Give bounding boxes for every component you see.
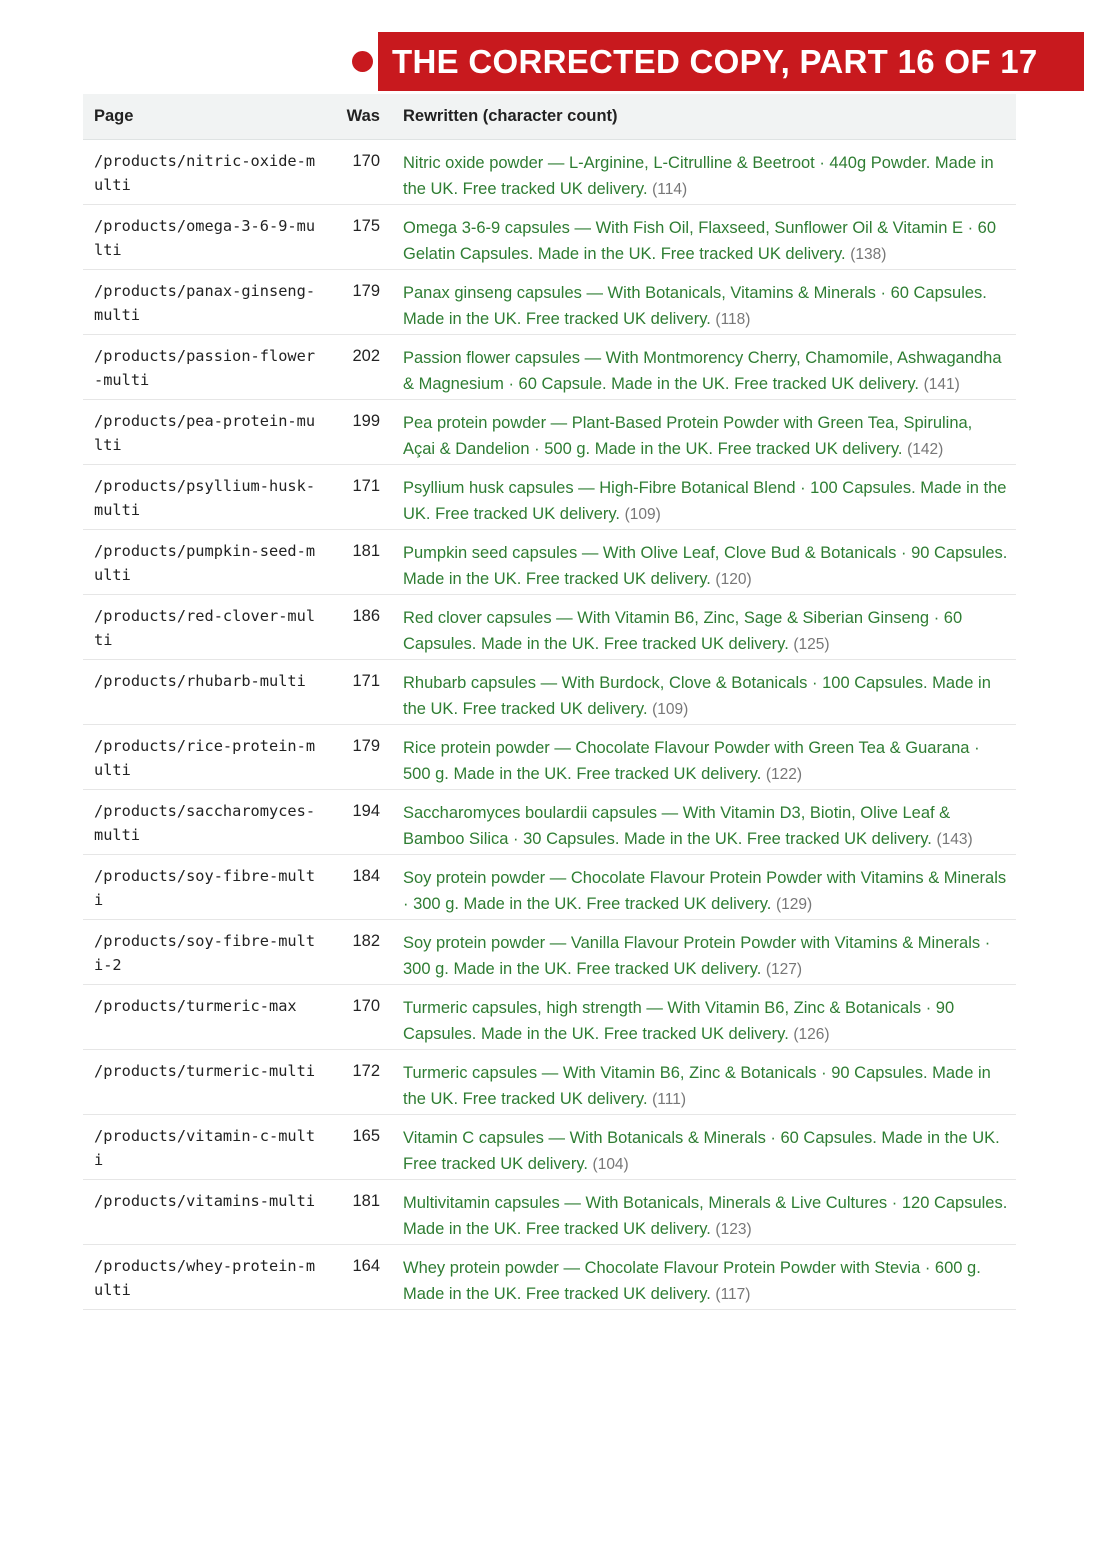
rewritten-text: Saccharomyces boulardii capsules — With Vitamin D3, Biotin, Olive Leaf & Bamboo Silica · 30 Capsules. Made in the UK. Free tracked UK delivery.: [403, 804, 951, 848]
rewritten-cell: [381, 1115, 1016, 1180]
table-row: [83, 1050, 1016, 1115]
table-row: [83, 985, 1016, 1050]
rewritten-text: Nitric oxide powder — L-Arginine, L-Citrulline & Beetroot · 440g Powder. Made in the UK. Free tracked UK delivery.: [403, 154, 994, 198]
table-row: [83, 205, 1016, 270]
character-count: (104): [592, 1156, 629, 1173]
page-path-cell: /products/red-clover-multi: [94, 607, 316, 649]
was-count-cell: 184: [352, 867, 380, 885]
was-count-cell: 175: [352, 217, 380, 235]
was-count-cell: 172: [352, 1062, 380, 1080]
was-count-cell: 165: [352, 1127, 380, 1145]
table-row: [83, 595, 1016, 660]
was-count-cell: 170: [352, 152, 380, 170]
rewritten-cell: [381, 920, 1016, 985]
rewritten-text: Pea protein powder — Plant-Based Protein Powder with Green Tea, Spirulina, Açai & Dandelion · 500 g. Made in the UK. Free tracked UK delivery.: [403, 414, 973, 458]
table-row: [83, 660, 1016, 725]
rewritten-cell: [381, 725, 1016, 790]
table-row: [83, 335, 1016, 400]
was-count-cell: 171: [352, 672, 380, 690]
rewritten-cell: [381, 465, 1016, 530]
was-count-cell: 202: [352, 347, 380, 365]
page-path-cell: /products/pumpkin-seed-multi: [94, 542, 316, 584]
page-path-cell: /products/whey-protein-multi: [94, 1257, 316, 1299]
character-count: (111): [652, 1091, 687, 1108]
rewritten-text: Rice protein powder — Chocolate Flavour Powder with Green Tea & Guarana · 500 g. Made in the UK. Free tracked UK delivery.: [403, 739, 980, 783]
was-count-cell: 171: [352, 477, 380, 495]
table-row: [83, 400, 1016, 465]
rewritten-text: Psyllium husk capsules — High-Fibre Botanical Blend · 100 Capsules. Made in the UK. Free tracked UK delivery.: [403, 479, 1007, 523]
rewritten-text: Soy protein powder — Chocolate Flavour Protein Powder with Vitamins & Minerals · 300 g. Made in the UK. Free tracked UK delivery.: [403, 869, 1007, 913]
character-count: (118): [715, 311, 751, 328]
page-path-cell: /products/soy-fibre-multi: [94, 867, 316, 909]
table-row: [83, 920, 1016, 985]
rewritten-text: Multivitamin capsules — With Botanicals, Minerals & Live Cultures · 120 Capsules. Made in the UK. Free tracked UK delivery.: [403, 1194, 1008, 1238]
rewritten-text: Vitamin C capsules — With Botanicals & Minerals · 60 Capsules. Made in the UK. Free tracked UK delivery.: [403, 1129, 1000, 1173]
page-path-cell: /products/vitamin-c-multi: [94, 1127, 316, 1169]
character-count: (120): [715, 571, 752, 588]
page-path-cell: /products/rice-protein-multi: [94, 737, 316, 779]
page-path-cell: /products/passion-flower-multi: [94, 347, 316, 389]
character-count: (109): [652, 701, 689, 718]
table-row: [83, 1245, 1016, 1310]
was-count-cell: 181: [352, 542, 380, 560]
character-count: (109): [624, 506, 661, 523]
rewritten-cell: [381, 1180, 1016, 1245]
page-path-cell: /products/nitric-oxide-multi: [94, 152, 316, 194]
rewritten-cell: [381, 790, 1016, 855]
page-path-cell: /products/panax-ginseng-multi: [94, 282, 316, 324]
page-path-cell: /products/omega-3-6-9-multi: [94, 217, 316, 259]
red-dot-icon: [352, 51, 373, 72]
rewritten-cell: [381, 1245, 1016, 1310]
rewritten-cell: [381, 660, 1016, 725]
table-row: [83, 465, 1016, 530]
character-count: (138): [850, 246, 887, 263]
was-count-cell: 164: [352, 1257, 380, 1275]
rewritten-text: Rhubarb capsules — With Burdock, Clove & Botanicals · 100 Capsules. Made in the UK. Free tracked UK delivery.: [403, 674, 991, 718]
was-count-cell: 170: [352, 997, 380, 1015]
column-header-rewritten: Rewritten (character count): [381, 94, 1016, 140]
rewritten-cell: [381, 595, 1016, 660]
page-path-cell: /products/soy-fibre-multi-2: [94, 932, 316, 974]
table-row: [83, 725, 1016, 790]
page-path-cell: /products/pea-protein-multi: [94, 412, 316, 454]
rewritten-cell: [381, 530, 1016, 595]
rewritten-text: Passion flower capsules — With Montmorency Cherry, Chamomile, Ashwagandha & Magnesium · 60 Capsule. Made in the UK. Free tracked UK delivery.: [403, 349, 1002, 393]
page-path-cell: /products/rhubarb-multi: [94, 672, 306, 690]
character-count: (142): [907, 441, 944, 458]
table-row: [83, 530, 1016, 595]
page-path-cell: /products/vitamins-multi: [94, 1192, 316, 1210]
column-header-page: Page: [83, 94, 321, 140]
page-path-cell: /products/saccharomyces-multi: [94, 802, 316, 844]
rewritten-cell: [381, 1050, 1016, 1115]
rewritten-text: Whey protein powder — Chocolate Flavour Protein Powder with Stevia · 600 g. Made in the UK. Free tracked UK delivery.: [403, 1259, 981, 1303]
rewritten-cell: [381, 270, 1016, 335]
was-count-cell: 179: [352, 737, 380, 755]
page-title: THE CORRECTED COPY, PART 16 OF 17: [378, 32, 1084, 91]
character-count: (117): [715, 1286, 751, 1303]
character-count: (127): [765, 961, 803, 978]
character-count: (126): [793, 1026, 830, 1043]
was-count-cell: 181: [352, 1192, 380, 1210]
was-count-cell: 182: [352, 932, 380, 950]
rewritten-text: Pumpkin seed capsules — With Olive Leaf, Clove Bud & Botanicals · 90 Capsules. Made in the UK. Free tracked UK delivery.: [403, 544, 1008, 588]
character-count: (114): [652, 181, 688, 198]
page-path-cell: /products/turmeric-multi: [94, 1062, 316, 1080]
rewritten-cell: [381, 400, 1016, 465]
was-count-cell: 179: [352, 282, 380, 300]
rewritten-cell: [381, 335, 1016, 400]
was-count-cell: 194: [352, 802, 380, 820]
table-row: [83, 270, 1016, 335]
rewritten-text: Turmeric capsules, high strength — With Vitamin B6, Zinc & Botanicals · 90 Capsules. Made in the UK. Free tracked UK delivery.: [403, 999, 955, 1043]
character-count: (122): [765, 766, 803, 783]
table-header-row: [83, 94, 1016, 140]
rewritten-cell: [381, 985, 1016, 1050]
table-row: [83, 1180, 1016, 1245]
page-path-cell: /products/psyllium-husk-multi: [94, 477, 316, 519]
character-count: (141): [923, 376, 960, 393]
table-row: [83, 790, 1016, 855]
rewritten-text: Soy protein powder — Vanilla Flavour Protein Powder with Vitamins & Minerals · 300 g. Made in the UK. Free tracked UK delivery.: [403, 934, 991, 978]
rewritten-text: Omega 3-6-9 capsules — With Fish Oil, Flaxseed, Sunflower Oil & Vitamin E · 60 Gelatin Capsules. Made in the UK. Free tracked UK delivery.: [403, 219, 997, 263]
column-header-was: Was: [321, 94, 381, 140]
corrected-copy-table: [83, 94, 1016, 1310]
table-row: [83, 855, 1016, 920]
rewritten-text: Panax ginseng capsules — With Botanicals, Vitamins & Minerals · 60 Capsules. Made in the UK. Free tracked UK delivery.: [403, 284, 987, 328]
page-header: [352, 32, 1084, 91]
rewritten-text: Red clover capsules — With Vitamin B6, Zinc, Sage & Siberian Ginseng · 60 Capsules. Made in the UK. Free tracked UK delivery.: [403, 609, 963, 653]
rewritten-text: Turmeric capsules — With Vitamin B6, Zinc & Botanicals · 90 Capsules. Made in the UK. Free tracked UK delivery.: [403, 1064, 991, 1108]
table-row: [83, 1115, 1016, 1180]
page-path-cell: /products/turmeric-max: [94, 997, 297, 1015]
was-count-cell: 186: [352, 607, 380, 625]
rewritten-cell: [381, 855, 1016, 920]
character-count: (123): [715, 1221, 752, 1238]
table-row: [83, 140, 1016, 205]
character-count: (129): [775, 896, 813, 913]
rewritten-cell: [381, 205, 1016, 270]
was-count-cell: 199: [352, 412, 380, 430]
character-count: (143): [936, 831, 973, 848]
character-count: (125): [793, 636, 830, 653]
rewritten-cell: [381, 140, 1016, 205]
